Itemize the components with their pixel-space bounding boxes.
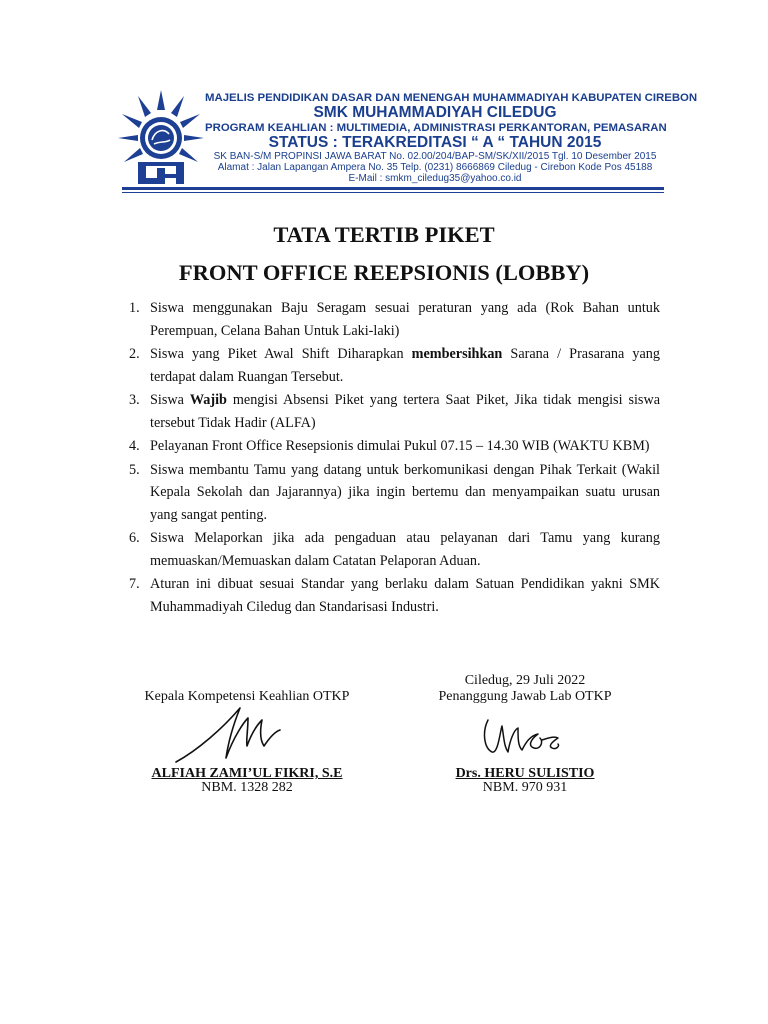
muhammadiyah-logo-icon bbox=[118, 88, 204, 190]
document-title: TATA TERTIB PIKET bbox=[273, 222, 495, 247]
rule-text: Siswa yang Piket Awal Shift Diharapkan bbox=[150, 346, 412, 362]
rule-emphasis: membersihkan bbox=[411, 346, 503, 362]
rule-item bbox=[129, 459, 660, 527]
rule-number: 6. bbox=[129, 530, 140, 546]
rules-list bbox=[129, 297, 660, 619]
rule-number: 3. bbox=[129, 392, 140, 408]
rule-number: 5. bbox=[129, 461, 140, 478]
letterhead-council: MAJELIS PENDIDIKAN DASAR DAN MENENGAH MUHAMMADIYAH KABUPATEN CIREBON bbox=[205, 92, 698, 104]
letterhead-school-name: SMK MUHAMMADIYAH CILEDUG bbox=[313, 104, 557, 121]
place-date: Ciledug, 29 Juli 2022 bbox=[464, 673, 586, 688]
right-signature-icon bbox=[478, 712, 562, 762]
rule-number: 7. bbox=[129, 576, 140, 592]
rule-item bbox=[129, 573, 660, 618]
letterhead-programs: PROGRAM KEAHLIAN : MULTIMEDIA, ADMINISTRASI PERKANTORAN, PEMASARAN bbox=[205, 122, 667, 134]
letterhead-divider-thin bbox=[122, 192, 664, 193]
left-signer-role: Kepala Kompetensi Keahlian OTKP bbox=[144, 689, 350, 704]
rule-text: mengisi Absensi Piket yang tertera Saat Piket, Jika tidak mengisi siswa tersebut Tidak Hadir (ALFA) bbox=[150, 392, 660, 431]
rule-text: Siswa bbox=[150, 392, 190, 408]
rule-number: 4. bbox=[129, 438, 140, 454]
left-signature-icon bbox=[168, 700, 288, 766]
rule-text: Siswa menggunakan Baju Seragam sesuai peraturan yang ada (Rok Bahan untuk Perempuan, Celana Bahan Untuk Laki-laki) bbox=[150, 300, 660, 339]
rule-text: Siswa Melaporkan jika ada pengaduan atau pelayanan dari Tamu yang kurang memuaskan/Memuaskan dalam Catatan Pelaporan Aduan. bbox=[150, 530, 660, 569]
document-subtitle: FRONT OFFICE REEPSIONIS (LOBBY) bbox=[178, 260, 590, 285]
rule-emphasis: Wajib bbox=[189, 392, 227, 408]
rule-item bbox=[129, 343, 660, 388]
left-signer-nbm: NBM. 1328 282 bbox=[201, 780, 293, 795]
rule-item bbox=[129, 435, 660, 458]
rule-item bbox=[129, 297, 660, 342]
rule-item bbox=[129, 527, 660, 572]
rule-item bbox=[129, 389, 660, 434]
rule-text: Siswa membantu Tamu yang datang untuk berkomunikasi dengan Pihak Terkait (Wakil Kepala Sekolah dan Jajarannya) jika ingin bertemu dan menyampaikan suatu urusan yang sangat penting. bbox=[150, 461, 660, 523]
left-signer-name: ALFIAH ZAMI’UL FIKRI, S.E bbox=[151, 766, 343, 781]
rule-text: Sarana / Prasarana yang terdapat dalam Ruangan Tersebut. bbox=[150, 346, 660, 385]
right-signer-nbm: NBM. 970 931 bbox=[482, 780, 568, 795]
letterhead-divider-thick bbox=[122, 187, 664, 190]
letterhead-email: E-Mail : smkm_ciledug35@yahoo.co.id bbox=[348, 173, 522, 184]
rule-number: 1. bbox=[129, 300, 140, 316]
rule-text: Pelayanan Front Office Resepsionis dimulai Pukul 07.15 – 14.30 WIB (WAKTU KBM) bbox=[150, 438, 650, 454]
rule-text: Aturan ini dibuat sesuai Standar yang berlaku dalam Satuan Pendidikan yakni SMK Muhammadiyah Ciledug dan Standarisasi Industri. bbox=[150, 576, 660, 615]
letterhead-address: Alamat : Jalan Lapangan Ampera No. 35 Telp. (0231) 8666869 Ciledug - Cirebon Kode Pos 45188 bbox=[217, 162, 653, 173]
letterhead-decree: SK BAN-S/M PROPINSI JAWA BARAT No. 02.00/204/BAP-SM/SK/XII/2015 Tgl. 10 Desember 2015 bbox=[213, 151, 657, 162]
letterhead-accreditation: STATUS : TERAKREDITASI “ A “ TAHUN 2015 bbox=[268, 134, 602, 151]
right-signer-role: Penanggung Jawab Lab OTKP bbox=[438, 689, 612, 704]
rule-number: 2. bbox=[129, 346, 140, 362]
right-signer-name: Drs. HERU SULISTIO bbox=[455, 766, 595, 781]
